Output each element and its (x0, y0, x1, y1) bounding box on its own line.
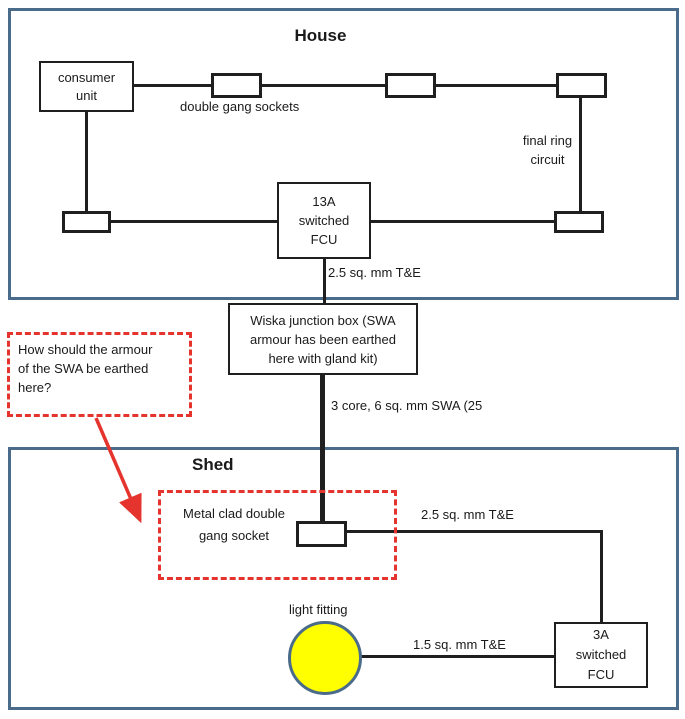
fcu-3a-box (554, 622, 648, 688)
wiska-line1: Wiska junction box (SWA (250, 312, 396, 328)
wire-down-to-fcu3 (600, 530, 603, 623)
wire-ring-top (134, 84, 557, 87)
double-gang-socket-1 (211, 73, 262, 98)
wire-light-to-fcu3 (361, 655, 554, 658)
cable-label-shed-te: 2.5 sq. mm T&E (421, 507, 514, 522)
final-ring-line1: final ring (522, 133, 573, 148)
metal-clad-socket-label (168, 503, 300, 547)
question-text (18, 340, 183, 397)
wiska-junction-box (228, 303, 418, 375)
fcu-3a-line2: switched (575, 647, 627, 662)
consumer-unit-label-line2: unit (76, 87, 97, 103)
shed-double-gang-socket (296, 521, 347, 547)
double-gang-socket-3 (556, 73, 607, 98)
fcu-13a-line2: switched (298, 213, 350, 228)
double-gang-socket-5 (554, 211, 604, 233)
consumer-unit-label-line1: consumer (57, 69, 116, 85)
swa-cable-label: 3 core, 6 sq. mm SWA (25 (331, 398, 483, 413)
cable-label-house-te: 2.5 sq. mm T&E (328, 265, 421, 280)
double-gang-socket-2 (385, 73, 436, 98)
double-gang-sockets-label: double gang sockets (180, 99, 300, 114)
fcu-13a-line3: FCU (310, 232, 338, 247)
question-line3: here? (18, 380, 52, 395)
cable-label-light-te: 1.5 sq. mm T&E (413, 637, 506, 652)
consumer-unit-box (39, 61, 134, 112)
fcu-3a-line1: 3A (593, 627, 609, 642)
house-title: House (294, 26, 347, 45)
double-gang-socket-4 (62, 211, 111, 233)
final-ring-line2: circuit (530, 152, 565, 167)
wiska-line2: armour has been earthed (250, 331, 396, 347)
question-line2: of the SWA be earthed (18, 361, 149, 376)
light-fitting-circle (288, 621, 362, 695)
light-fitting-label: light fitting (289, 602, 348, 617)
shed-title: Shed (192, 455, 234, 474)
wire-consumer-down (85, 112, 88, 211)
question-arrow (80, 408, 160, 538)
question-line1: How should the armour (18, 342, 153, 357)
metal-clad-line1: Metal clad double (183, 506, 285, 521)
fcu-13a-line1: 13A (312, 194, 336, 209)
final-ring-circuit-label (500, 131, 595, 169)
fcu-3a-line3: FCU (587, 667, 615, 682)
wire-fcu-to-junction (323, 259, 326, 304)
wiska-line3: here with gland kit) (268, 350, 378, 366)
metal-clad-line2: gang socket (198, 528, 270, 543)
fcu-13a-box (277, 182, 371, 259)
